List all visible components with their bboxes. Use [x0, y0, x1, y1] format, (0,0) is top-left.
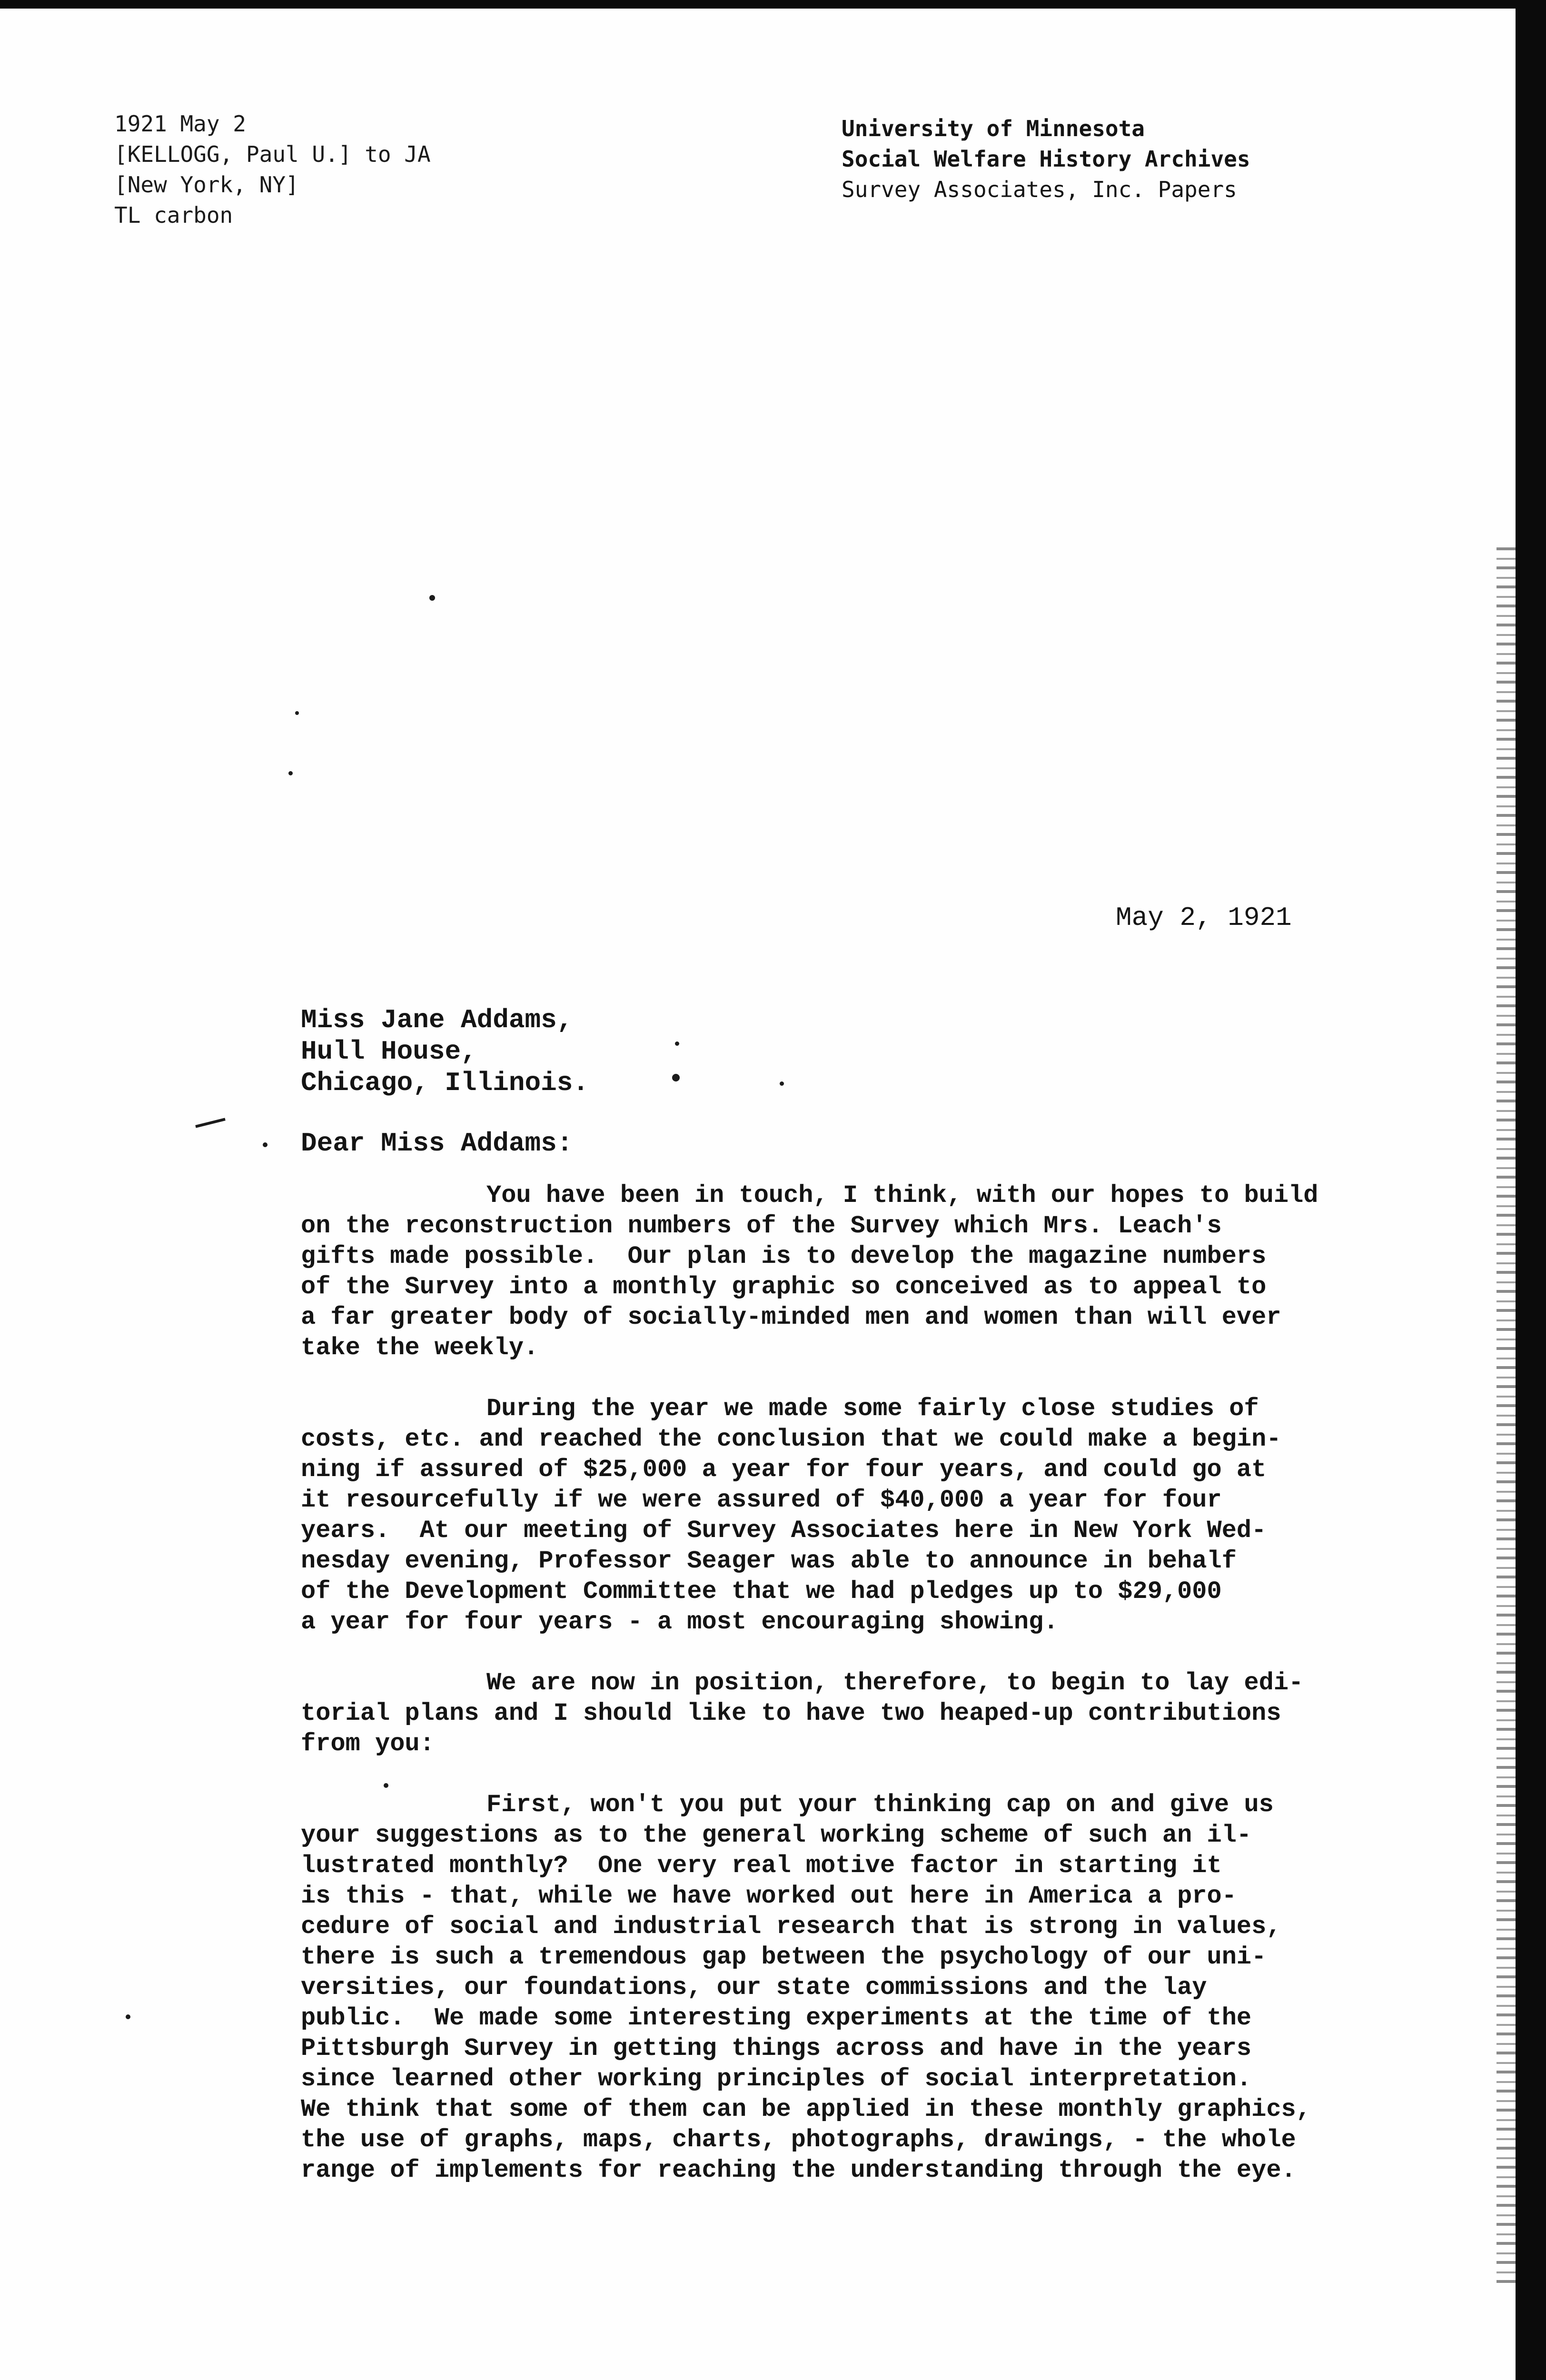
body-line: During the year we made some fairly close studies of: [486, 1395, 1259, 1423]
body-line: lustrated monthly? One very real motive factor in starting it: [301, 1852, 1222, 1880]
body-line: of the Development Committee that we had pledges up to $29,000: [301, 1577, 1222, 1606]
body-line: nesday evening, Professor Seager was able to announce in behalf: [301, 1547, 1237, 1575]
recipient-city: Chicago, Illinois.: [301, 1068, 589, 1098]
scan-border-right: [1516, 0, 1546, 2380]
body-line: there is such a tremendous gap between the psychology of our uni-: [301, 1943, 1267, 1971]
speck: [126, 2014, 130, 2019]
body-line: take the weekly.: [301, 1334, 539, 1362]
body-line: You have been in touch, I think, with our hopes to build: [486, 1181, 1318, 1210]
body-paragraph: [301, 1790, 1500, 2186]
body-line: of the Survey into a monthly graphic so conceived as to appeal to: [301, 1273, 1267, 1301]
repository-archive: Social Welfare History Archives: [842, 146, 1250, 172]
recipient-street: Hull House,: [301, 1036, 477, 1067]
body-line: range of implements for reaching the understanding through the eye.: [301, 2156, 1296, 2184]
catalog-correspondents: [KELLOGG, Paul U.] to JA: [114, 141, 431, 167]
body-line: costs, etc. and reached the conclusion that we could make a begin-: [301, 1425, 1281, 1453]
body-paragraph: [301, 1668, 1500, 1759]
body-line: on the reconstruction numbers of the Survey which Mrs. Leach's: [301, 1212, 1222, 1240]
catalog-date: 1921 May 2: [114, 111, 246, 137]
body-line: public. We made some interesting experiments at the time of the: [301, 2004, 1252, 2032]
speck: [429, 595, 435, 601]
speck: [675, 1041, 679, 1046]
body-line: torial plans and I should like to have two heaped-up contributions: [301, 1699, 1281, 1727]
body-line: the use of graphs, maps, charts, photographs, drawings, - the whole: [301, 2126, 1296, 2154]
body-line: since learned other working principles of social interpretation.: [301, 2065, 1252, 2093]
repository-university: University of Minnesota: [842, 116, 1145, 141]
letter-date: May 2, 1921: [1116, 902, 1292, 933]
body-line: it resourcefully if we were assured of $40,000 a year for four: [301, 1486, 1222, 1514]
body-paragraph: [301, 1394, 1500, 1637]
salutation: Dear Miss Addams:: [301, 1128, 573, 1159]
repository-collection: Survey Associates, Inc. Papers: [842, 177, 1237, 202]
body-line: gifts made possible. Our plan is to develop the magazine numbers: [301, 1242, 1267, 1270]
body-line: Pittsburgh Survey in getting things across and have in the years: [301, 2034, 1252, 2063]
body-line: a far greater body of socially-minded men and women than will ever: [301, 1303, 1281, 1331]
scan-border-top: [0, 0, 1546, 9]
speck: [263, 1142, 268, 1147]
body-line: We think that some of them can be applied in these monthly graphics,: [301, 2095, 1311, 2123]
body-line: versities, our foundations, our state commissions and the lay: [301, 1973, 1207, 2002]
body-line: We are now in position, therefore, to begin to lay edi-: [486, 1669, 1304, 1697]
archive-catalog-note: [114, 109, 431, 230]
catalog-format: TL carbon: [114, 202, 233, 228]
repository-heading: [842, 113, 1250, 205]
recipient-name: Miss Jane Addams,: [301, 1005, 573, 1035]
speck: [295, 711, 299, 715]
recipient-address: [301, 1004, 589, 1099]
body-line: First, won't you put your thinking cap on and give us: [486, 1791, 1274, 1819]
body-line: a year for four years - a most encouraging showing.: [301, 1608, 1059, 1636]
body-line: your suggestions as to the general working scheme of such an il-: [301, 1821, 1252, 1849]
body-line: from you:: [301, 1730, 435, 1758]
body-line: cedure of social and industrial research that is strong in values,: [301, 1913, 1281, 1941]
stray-pen-stroke: [195, 1118, 226, 1128]
speck: [288, 771, 293, 775]
body-paragraph: [301, 1180, 1500, 1363]
body-line: ning if assured of $25,000 a year for four years, and could go at: [301, 1456, 1267, 1484]
body-line: years. At our meeting of Survey Associates here in New York Wed-: [301, 1517, 1267, 1545]
speck: [780, 1081, 784, 1086]
letter-body: [301, 1180, 1500, 2216]
body-line: is this - that, while we have worked out here in America a pro-: [301, 1882, 1237, 1910]
speck: [672, 1074, 680, 1081]
catalog-place: [New York, NY]: [114, 172, 299, 198]
